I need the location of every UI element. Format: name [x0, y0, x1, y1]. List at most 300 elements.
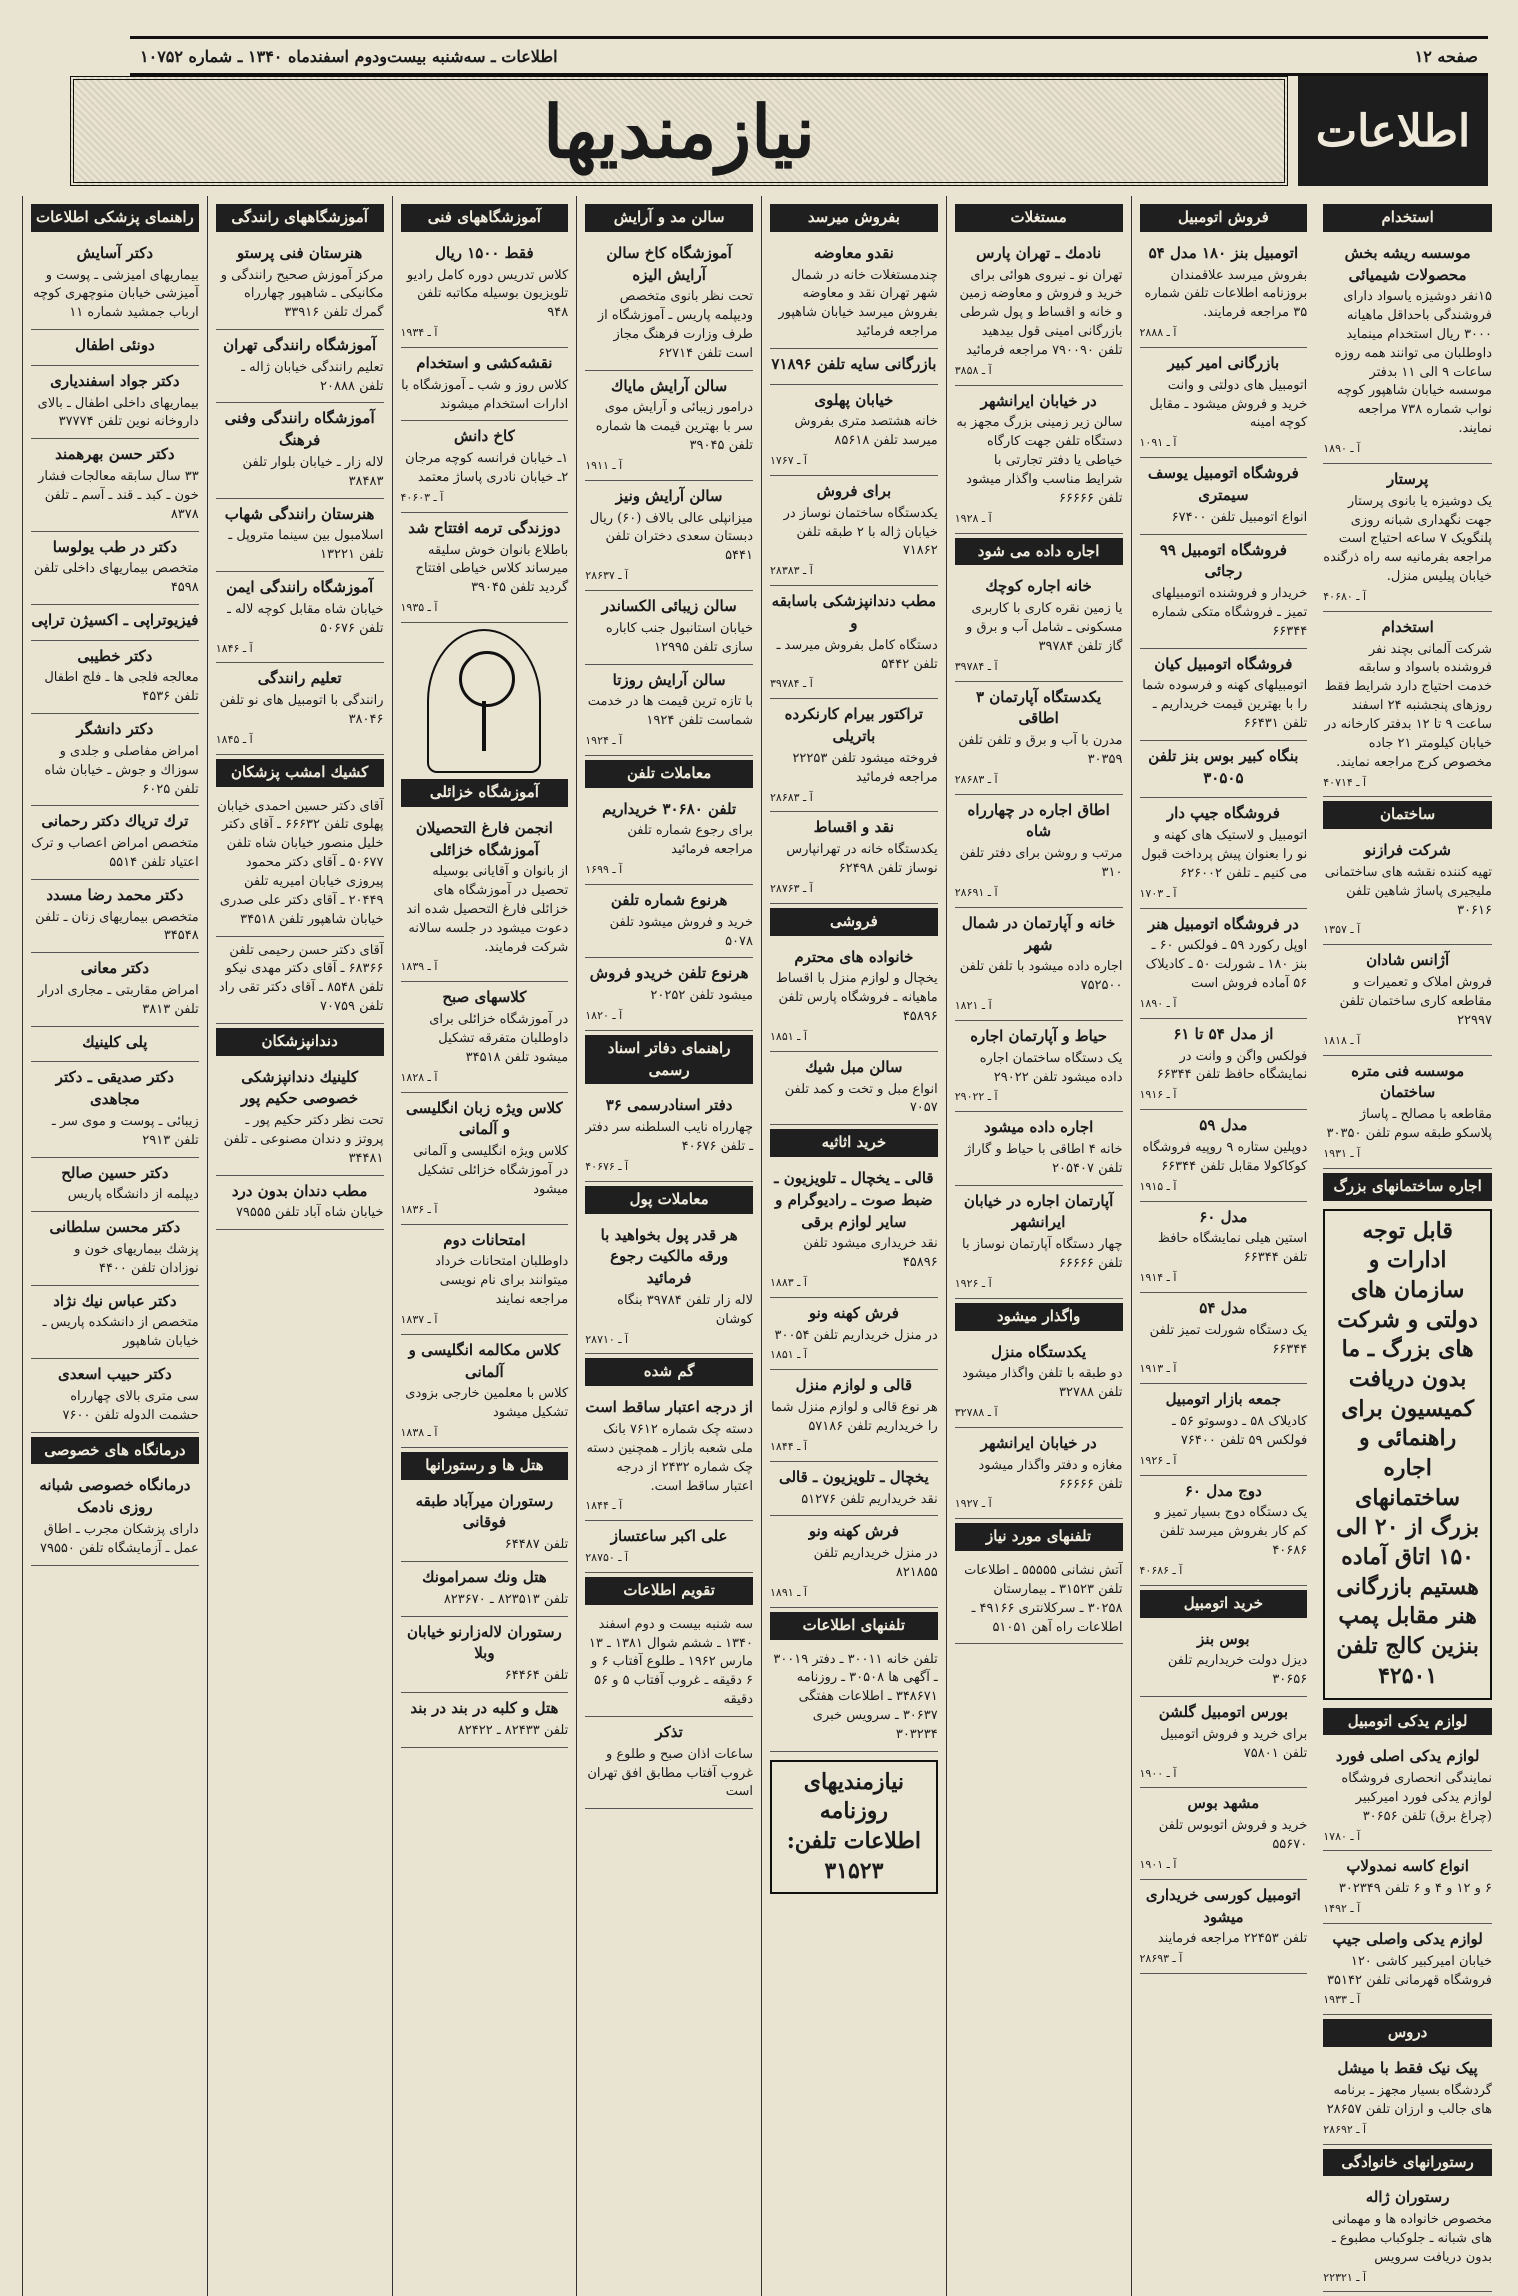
column-6 [392, 196, 577, 2296]
ad-body: رانندگی با اتومبیل های نو تلفن ۳۸۰۴۶ [219, 693, 384, 728]
ad-code: آ ـ ۳۲۷۸۸ [954, 1406, 998, 1420]
ad-body: کلاس با معلمین خارجی بزودی تشکیل میشود [405, 1386, 569, 1421]
classified-ad [401, 1093, 569, 1225]
classified-ad [216, 330, 384, 403]
section-header: واگذار میشود [955, 1303, 1123, 1331]
classified-ad [585, 1521, 753, 1573]
ad-body: تلفن ۸۲۳۵۱۳ ـ ۸۲۳۶۷۰ [443, 1591, 569, 1607]
ad-title: مدل ۵۹ [1199, 1116, 1248, 1135]
ad-body: با تازه ترین قیمت ها در خدمت شماست تلفن ۱۹۲۴ [587, 694, 753, 729]
ad-title: خیابان پهلوی [814, 390, 894, 409]
classified-ad [585, 1717, 753, 1809]
ad-title: تراکتور بیرام کارنکرده باتریلی [784, 705, 924, 746]
classified-ad [216, 793, 384, 937]
section-header: کشیك امشب پزشکان [216, 759, 384, 787]
classified-ad [31, 806, 199, 879]
ad-body: ۱ـ خیابان فرانسه کوچه مرجان ۲ـ خیابان نادری پاساژ معتمد [405, 451, 569, 485]
ad-code: آ ـ ۱۳۵۷ [1323, 923, 1361, 937]
section-header: هتل ها و رستورانها [401, 1452, 569, 1480]
ad-body: باطلاع بانوان خوش سلیقه میرساند کلاس خیاطی افتتاح گردید تلفن ۳۹۰۴۵ [415, 542, 569, 596]
ad-title: دکتر معانی [80, 959, 150, 978]
ad-title: مطب دندانپزشکی باسابقه و [771, 592, 937, 632]
ad-code: آ ـ ۱۹۲۸ [954, 511, 992, 525]
ad-body: آتش نشانی ۵۵۵۵۵ ـ اطلاعات تلفن ۳۱۵۲۳ ـ بیمارستان ۳۰۲۵۸ ـ سرکلانتری ۴۹۱۶۶ ـ اطلاعات راه آهن ۵۱۰۵۱ [964, 1563, 1123, 1635]
ad-title: لوازم یدکی اصلی فورد [1335, 1747, 1480, 1766]
ad-body: خیابان امیرکبیر کاشی ۱۲۰ فروشگاه قهرمانی تلفن ۳۵۱۴۲ [1327, 1953, 1492, 1988]
ad-body: خرید و فروش اتوبوس تلفن ۵۵۶۷۰ [1158, 1818, 1308, 1853]
section-header: رستورانهای خانوادگی [1323, 2149, 1492, 2177]
ad-body: در منزل خریداریم تلفن ۳۰۰۵۴ [774, 1327, 938, 1343]
ad-body: استین هیلی نمایشگاه حافظ تلفن ۶۶۳۴۴ [1157, 1231, 1308, 1266]
ad-code: آ ـ ۱۸۲۱ [954, 998, 992, 1012]
ad-code: آ ـ ۱۸۳۷ [400, 1312, 438, 1326]
ad-body: آقای دکتر حسین احمدی خیابان پهلوی تلفن ۶۶۶۳۲ ـ آقای دکتر خلیل منصور خیابان شاه تلفن ۵۰۶۷۷ ـ آقای دکتر محمود پیروزی خیابان امیریه تلفن ۲۰۴۴۹ ـ آقای دکتر علی صدری خیابان شاهپور تلفن ۳۴۵۱۸ [217, 798, 384, 927]
classified-ad [216, 572, 384, 663]
section-header: تقویم اطلاعات [585, 1577, 753, 1605]
ad-body: متخصص امراض اعصاب و ترک اعتیاد تلفن ۵۵۱۴ [31, 836, 199, 870]
classified-ad [31, 1286, 199, 1359]
classified-ad [1140, 649, 1308, 741]
ad-body: کلاس روز و شب ـ آموزشگاه با ادارات استخدام میشوند [401, 377, 569, 412]
classified-ad [585, 794, 753, 885]
ad-body: تهران نو ـ نیروی هوائی برای خرید و فروش و معاوضه زمین و خانه و اقساط و پول شرطی بازرگانی امینی قول بیدهید تلفن ۷۹۰۰۹۰ مراجعه فرمائید [959, 267, 1123, 358]
classified-ad [585, 1392, 753, 1521]
ad-code: آ ـ ۱۸۵۱ [770, 1348, 807, 1362]
ad-title: لوازم یدکی واصلی جیپ [1332, 1930, 1483, 1948]
ad-title: موسسه فنی متره ساختمان [1351, 1061, 1465, 1102]
ad-title: دکتر حسن بهرهمند [55, 445, 175, 464]
classified-ad [585, 1090, 753, 1181]
ad-body: فروخته میشود تلفن ۲۲۲۵۳ مراجعه فرمائید [792, 750, 938, 785]
section-header: فروشی [770, 908, 938, 936]
ad-code: آ ـ ۲۸۶۸۳ [954, 772, 998, 786]
ad-title: خانه و آپارتمان در شمال شهر [961, 913, 1116, 954]
ad-title: اطاق اجاره در چهارراه شاه [967, 800, 1110, 841]
ad-body: تلفن خانه ۳۰۰۱۱ ـ دفتر ۳۰۰۱۹ ـ آگهی ها ۳۰۵۰۸ ـ روزنامه ۳۴۸۶۷۱ ـ اطلاعات هفتگی ۳۰۶۳۷ ـ سرویس خبری ۳۰۳۲۳۴ [773, 1651, 938, 1742]
ad-code: آ ـ ۱۹۱۱ [585, 458, 623, 472]
classified-ad [1323, 464, 1492, 612]
ad-title: هتل و کلبه در بند در بند [410, 1698, 559, 1717]
ad-code: آ ـ ۴۰۶۷۶ [585, 1159, 629, 1173]
ad-title: دونئی اطفال [75, 336, 155, 355]
ad-code: آ ـ ۱۹۲۶ [954, 1276, 992, 1290]
ad-title: بوس بنز [1197, 1629, 1250, 1648]
ad-body: چهارراه نایب السلطنه سر دفتر ـ تلفن ۴۰۶۷۶ [585, 1120, 753, 1155]
ad-title: استخدام [1381, 617, 1434, 636]
column-4 [761, 196, 946, 2296]
ad-title: نقشه‌کشی و استخدام [416, 353, 553, 372]
section-header: ساختمان [1323, 801, 1492, 829]
ad-code: آ ـ ۱۸۹۰ [1323, 442, 1361, 455]
ad-code: آ ـ ۱۹۳۱ [1323, 1146, 1361, 1160]
ad-code: آ ـ ۳۹۷۸۴ [770, 677, 813, 691]
ad-code: آ ـ ۱۷۶۷ [770, 454, 807, 468]
classified-ad [31, 641, 199, 714]
ad-body: یک دستگاه شورلت تمیز تلفن ۶۶۳۴۴ [1149, 1322, 1308, 1357]
classified-ad [1140, 798, 1308, 908]
classified-ad [401, 348, 569, 421]
classified-ad [1140, 1476, 1308, 1586]
classified-ad [31, 439, 199, 531]
ad-code: آ ـ ۲۸۶۳۷ [585, 569, 629, 583]
ad-body: یکدستگاه خانه در تهرانپارس نوساز تلفن ۶۲۴۹۸ [786, 842, 938, 877]
ad-title: برای فروش [816, 482, 892, 500]
ad-code: آ ـ ۱۸۳۹ [400, 960, 438, 974]
ad-code: آ ـ ۱۴۹۲ [1323, 1902, 1361, 1916]
ad-body: نقد خریداریم تلفن ۵۱۲۷۶ [801, 1491, 938, 1507]
classified-ad [401, 1617, 569, 1693]
classified-ad [770, 1370, 938, 1461]
ad-title: پرستار [1386, 469, 1429, 488]
classified-ad [1140, 238, 1308, 348]
ad-body: اجاره داده میشود با تلفن تلفن ۷۵۲۵۰۰ [959, 959, 1123, 994]
ad-body: تلفن ۶۴۴۶۴ [504, 1668, 569, 1684]
classified-ad [585, 1611, 753, 1717]
ad-title: اجاره داده میشود [983, 1118, 1094, 1137]
ad-body: متخصص بیماریهای زنان ـ تلفن ۳۴۵۴۸ [35, 909, 199, 944]
section-header: آموزشگاه خزائلی [401, 779, 569, 807]
classified-ad [1140, 1624, 1308, 1697]
ad-code: آ ـ ۲۹۰۲۲ [954, 1090, 998, 1104]
ad-body: خانه هشتصد متری بفروش میرسد تلفن ۸۵۶۱۸ [794, 414, 938, 449]
ad-body: خیابان شاه آباد تلفن ۷۹۵۵۵ [235, 1205, 384, 1221]
ad-code: آ ـ ۱۹۰۱ [1139, 1857, 1177, 1871]
classified-ad [770, 1646, 938, 1752]
ad-title: جمعه بازار اتومبیل [1165, 1390, 1282, 1409]
ad-body: کلاس ویژه انگلیسی و آلمانی در آموزشگاه خزائلی تشکیل میشود [413, 1144, 569, 1197]
section-header: دندانپزشکان [216, 1028, 384, 1056]
ad-title: فیزیوتراپی ـ اکسیژن تراپی [31, 610, 199, 629]
ad-code: آ ـ ۱۹۱۵ [1139, 1179, 1177, 1193]
ad-body: چهار دستگاه آپارتمان نوساز با تلفن ۶۶۶۶۶ [961, 1237, 1123, 1272]
ad-title: مدل ۵۴ [1199, 1298, 1248, 1317]
classified-ad [1140, 1202, 1308, 1293]
ad-code: آ ـ ۲۸۷۶۳ [770, 881, 813, 895]
classified-ad [585, 1220, 753, 1355]
classified-ad [401, 1693, 569, 1748]
ad-title: در خیابان ایرانشهر [980, 1433, 1097, 1452]
ad-body: تحت نظر دکتر حکیم پور ـ پروتز و دندان مصنوعی ـ تلفن ۳۴۴۸۱ [223, 1113, 384, 1166]
ad-body: تلفن ۶۴۴۸۷ [504, 1537, 569, 1553]
ad-body: چندمستغلات خانه در شمال شهر تهران نقد و معاوضه بفروش میرسد خیابان شاهپور مراجعه فرمائید [778, 267, 938, 340]
ad-body: انواع اتومبیل تلفن ۶۷۴۰۰ [1171, 509, 1308, 525]
ad-body: درامور زیبائی و آرایش موی سر با بهترین قیمت ها شماره تلفن ۳۹۰۴۵ [595, 400, 753, 454]
masthead [70, 76, 1488, 186]
ad-title: دکتر در طب یولوسا [52, 537, 177, 556]
classified-ad [31, 714, 199, 806]
ad-title: نادمك ـ تهران پارس [976, 243, 1102, 262]
ad-title: یخچال ـ تلویزیون ـ قالی [778, 1467, 929, 1486]
ad-body: تلفن ۸۲۴۳۳ ـ ۸۲۴۲۲ [457, 1722, 569, 1738]
classified-ad [770, 1516, 938, 1607]
ad-title: امتحانات دوم [443, 1230, 526, 1249]
ad-title: اتومبیل بنز ۱۸۰ مدل ۵۴ [1148, 243, 1299, 262]
ad-title: دکتر حسین صالح [61, 1163, 169, 1182]
ad-title: پیک نیک فقط با میشل [1337, 2059, 1478, 2078]
ad-title: خانواده های محترم [794, 947, 914, 966]
classified-ad [31, 880, 199, 953]
classified-ad [1140, 1697, 1308, 1788]
classified-ad [955, 795, 1123, 908]
ad-code: آ ـ ۲۸۶۹۱ [954, 885, 998, 899]
classified-ad [770, 942, 938, 1052]
classified-ad [31, 238, 199, 330]
page-number: صفحه ۱۲ [1414, 46, 1478, 66]
classified-ad [1323, 835, 1492, 945]
classified-ad [770, 812, 938, 903]
display-ad: نیازمندیهای روزنامه اطلاعات تلفن: ۳۱۵۲۳ [770, 1760, 938, 1895]
classified-ad [770, 349, 938, 385]
classified-ad [955, 1337, 1123, 1428]
classified-ad [1140, 741, 1308, 799]
classified-ad [1323, 1056, 1492, 1169]
classified-ad [955, 1428, 1123, 1519]
ad-code: آ ـ ۱۸۲۰ [585, 1009, 623, 1023]
classified-ad [401, 1225, 569, 1335]
ad-code: آ ـ ۱۹۱۳ [1139, 1362, 1177, 1376]
classified-ad [1140, 1788, 1308, 1879]
ad-code: آ ـ ۱۸۴۵ [215, 732, 253, 746]
ad-code: آ ـ ۲۲۳۲۱ [1323, 2270, 1367, 2284]
ad-code: آ ـ ۱۹۲۶ [1139, 1453, 1177, 1467]
ad-title: پلی کلینیك [82, 1032, 148, 1051]
classified-ad [585, 591, 753, 664]
ad-title: تذکر [655, 1722, 683, 1741]
masthead-title: نیازمندیها [70, 76, 1288, 186]
ad-code: آ ـ ۱۸۴۴ [770, 1439, 807, 1453]
ad-title: دکتر جواد اسفندیاری [50, 371, 180, 390]
classified-ad [955, 1112, 1123, 1185]
ad-title: سالن آرایش روزتا [612, 670, 726, 689]
classified-ad [401, 238, 569, 348]
classified-ad [31, 953, 199, 1026]
ad-body: سالن زیر زمینی بزرگ مجهز به دستگاه تلفن جهت کارگاه خیاطی یا دفتر تجارتی با شرایط مناسب واگذار میشود تلفن ۶۶۶۶۶ [956, 415, 1123, 506]
issue-line: اطلاعات ـ سه‌شنبه بیست‌ودوم اسفندماه ۱۳۴۰ ـ شماره ۱۰۷۵۲ [140, 46, 558, 66]
ad-code: آ ـ ۲۸۸۸ [1139, 326, 1177, 340]
ad-title: انجمن فارغ التحصیلان آموزشگاه خزائلی [415, 818, 553, 859]
section-header: اجاره ساختمانهای بزرگ [1323, 1173, 1492, 1201]
ad-title: حیاط و آپارتمان اجاره [970, 1026, 1108, 1045]
ad-body: میزانپلی عالی بالاف (۶۰) ریال دبستان سعدی دختران تلفن ۵۴۴۱ [589, 510, 753, 564]
ad-body: لاله زار ـ خیابان بلوار تلفن ۳۸۴۸۳ [242, 454, 384, 489]
section-header: راهنمای پزشکی اطلاعات [31, 204, 199, 232]
ad-body: فروش املاک و تعمیرات و مقاطعه کاری ساختمان تلفن ۲۲۹۹۷ [1339, 975, 1492, 1028]
ad-title: مدل ۶۰ [1199, 1207, 1248, 1226]
ad-body: یک دستگاه دوج بسیار تمیز و کم کار بفروش میرسد تلفن ۴۰۶۸۶ [1154, 1505, 1308, 1559]
section-header: تلفنهای مورد نیاز [955, 1523, 1123, 1551]
ad-body: برای خرید و فروش اتومبیل تلفن ۷۵۸۰۱ [1160, 1726, 1308, 1761]
ad-code: آ ـ ۱۷۰۳ [1139, 886, 1177, 900]
classified-ad [955, 682, 1123, 795]
classified-ad [31, 1027, 199, 1063]
ad-title: یکدستگاه منزل [991, 1342, 1087, 1361]
ad-body: خیابان شاه مقابل کوچه لاله ـ تلفن ۵۰۶۷۶ [227, 601, 384, 636]
classified-ad [401, 513, 569, 623]
ad-code: آ ـ ۱۹۳۵ [400, 601, 438, 615]
ad-body: بفروش میرسد علاقمندان بروزنامه اطلاعات تلفن شماره ۳۵ مراجعه فرمایند. [1144, 267, 1308, 321]
ad-title: قالی و لوازم منزل [795, 1376, 913, 1395]
classified-ad [401, 982, 569, 1092]
classified-ad [1140, 1880, 1308, 1974]
ad-body: انواع مبل و تخت و کمد تلفن ۷۰۵۷ [784, 1081, 938, 1116]
ad-body: دیزل دولت خریداریم تلفن ۳۰۶۵۶ [1167, 1653, 1308, 1688]
ad-code: آ ـ ۱۸۳۶ [400, 1202, 438, 1216]
ad-body: معالجه فلجی ها ـ فلج اطفال تلفن ۴۵۳۶ [44, 670, 199, 705]
masthead-brand: اطلاعات [1298, 76, 1488, 186]
classified-ad [1323, 1741, 1492, 1851]
classified-ad [1323, 1924, 1492, 2015]
classified-ad [1140, 1384, 1308, 1475]
ad-title: آموزشگاه رانندگی ایمن [226, 578, 374, 597]
ad-code: آ ـ ۴۰۶۰۳ [400, 490, 444, 504]
column-3 [946, 196, 1131, 2296]
ad-title: هرنوع تلفن خریدو فروش [589, 964, 749, 983]
ad-code: آ ـ ۱۶۹۹ [585, 863, 623, 877]
ad-body: شرکت آلمانی بچند نفر فروشنده باسواد و سابقه خدمت احتیاج دارد شرایط فقط روزهای پنجشنبه ۲۴ اسفند ساعت ۹ تا ۱۲ بدفتر کارخانه در خیابان کیلومتر ۲۱ جاده مخصوص کرج مراجعه نمایند. [1324, 641, 1492, 770]
ad-body: امراض مفاصلی و جلدی و سوزاك و جوش ـ خیابان شاه تلفن ۶۰۲۵ [44, 743, 199, 797]
ad-body: لاله زار تلفن ۳۹۷۸۴ بنگاه کوشان [617, 1292, 753, 1327]
classified-ad [31, 1359, 199, 1432]
ad-body: دیپلمه از دانشگاه پاریس [67, 1187, 199, 1203]
ad-body: هر نوع قالی و لوازم منزل شما را خریداریم تلفن ۵۷۱۸۶ [771, 1400, 938, 1434]
ad-title: از درجه اعتبار ساقط است [585, 1398, 753, 1417]
ad-title: مطب دندان بدون درد [231, 1181, 368, 1200]
ad-body: یک دوشیزه یا بانوی پرستار جهت نگهداری شبانه روزی پلنگویک ۷ ساعه احتیاج است مراجعه بفرمانیه سه راه ذرگنده خیابان پیلیس منزل. [1323, 493, 1492, 585]
ad-title: فرش کهنه ونو [808, 1522, 899, 1541]
section-header: مستغلات [955, 204, 1123, 232]
classified-ad [1323, 1851, 1492, 1924]
section-header: بفروش میرسد [770, 204, 938, 232]
classified-ad [31, 366, 199, 439]
ad-code: آ ـ ۲۸۳۸۳ [770, 564, 813, 578]
classified-ad [1140, 1293, 1308, 1384]
classified-ad [216, 1176, 384, 1231]
ad-title: دوزندگی ترمه افتتاح شد [408, 518, 561, 537]
classified-ad [585, 665, 753, 756]
section-header: گم شده [585, 1358, 753, 1386]
ad-code: آ ـ ۱۹۳۳ [1323, 1993, 1361, 2007]
ad-code: آ ـ ۲۸۷۱۰ [585, 1332, 629, 1346]
ad-title: آپارتمان اجاره در خیابان ایرانشهر [963, 1191, 1114, 1232]
classified-ad [770, 586, 938, 699]
classified-ad [770, 1298, 938, 1371]
ad-title: درمانگاه خصوصی شبانه روزی نادمک [39, 1476, 191, 1517]
section-header: اجاره داده می شود [955, 538, 1123, 566]
ad-title: از مدل ۵۴ تا ۶۱ [1173, 1024, 1274, 1043]
section-header: درمانگاه های خصوصی [31, 1437, 199, 1465]
ad-code: آ ـ ۴۰۶۸۶ [1139, 1563, 1183, 1577]
ad-body: خریدار و فروشنده اتومبیلهای تمیز ـ فروشگاه متکی شماره ۶۶۳۴۴ [1151, 586, 1308, 639]
ad-body: آقای دکتر حسن رحیمی تلفن ۶۸۳۶۶ ـ آقای دکتر مهدی نیکو تلفن ۸۵۴۸ ـ آقای دکتر تقی راد تلفن ۷۰۷۵۹ [218, 942, 384, 1015]
ad-title: فقط ۱۵۰۰ ریال [435, 243, 534, 262]
ad-title: دکتر آسایش [76, 243, 154, 262]
ad-title: خانه اجاره کوچك [985, 577, 1092, 596]
ad-title: یکدستگاه آپارتمان ۳ اطاقی [976, 687, 1102, 728]
classified-ad [216, 238, 384, 330]
ad-body: سه شنبه بیست و دوم اسفند ۱۳۴۰ ـ ششم شوال ۱۳۸۱ ـ ۱۳ مارس ۱۹۶۲ ـ طلوع آفتاب ۶ و ۶ دقیقه ـ غروب آفتاب ۵ و ۵۶ دقیقه [588, 1616, 753, 1708]
section-header: راهنمای دفاتر اسناد رسمی [585, 1035, 753, 1085]
section-header: لوازم یدکی اتومبیل [1323, 1708, 1492, 1736]
ad-body: مرتب و روشن برای دفتر تلفن ۳۱۰ [959, 846, 1123, 880]
ad-title: هتل ونك سمرامونك [422, 1568, 547, 1587]
classified-columns [22, 196, 1500, 2284]
classified-ad [770, 238, 938, 349]
section-header: خرید اثاثیه [770, 1129, 938, 1157]
classified-ad [585, 958, 753, 1031]
classified-ad [1323, 612, 1492, 798]
ad-title: فرش کهنه ونو [808, 1303, 899, 1322]
ad-code: آ ـ ۱۹۳۴ [400, 326, 438, 340]
ad-title: هنرستان رانندگی شهاب [224, 504, 375, 523]
classified-ad [216, 663, 384, 754]
classified-ad [31, 1212, 199, 1285]
ad-title: اتومبیل کورسی خریداری میشود [1145, 1885, 1301, 1926]
ad-title: آژانس شادان [1366, 951, 1450, 970]
ad-title: تعلیم رانندگی [257, 669, 342, 688]
ad-code: آ ـ ۱۹۲۷ [954, 1497, 992, 1511]
ad-code: آ ـ ۳۹۷۸۴ [954, 659, 998, 673]
ad-body: خرید و فروش میشود تلفن ۵۰۷۸ [609, 914, 753, 949]
ad-title: سالن آرایش ونیز [615, 486, 723, 505]
classified-ad [955, 908, 1123, 1021]
ad-body: دسته چک شماره ۷۶۱۲ بانک ملی شعبه بازار ـ همچنین دسته چک شماره ۲۴۳۲ از درجه اعتبار ساقط است. [586, 1421, 753, 1494]
classified-ad [955, 571, 1123, 681]
ad-body: سی متری بالای چهارراه حشمت الدوله تلفن ۷۶۰۰ [62, 1388, 199, 1423]
section-header: سالن مد و آرایش [585, 204, 753, 232]
ad-body: دوپلین ستاره ۹ روپیه فروشگاه کوکاکولا مقابل تلفن ۶۶۳۴۴ [1142, 1139, 1308, 1174]
classified-ad [770, 1163, 938, 1298]
classified-ad [31, 1470, 199, 1565]
ad-body: دستگاه کامل بفروش میرسد ـ تلفن ۵۴۴۲ [776, 637, 938, 672]
ad-title: دفتر اسنادرسمی ۳۶ [605, 1096, 733, 1115]
ad-title: تلفن ۳۰۶۸۰ خریداریم [602, 799, 737, 818]
ad-title: کلینیك دندانپزشکی خصوصی حکیم پور [241, 1067, 359, 1108]
ad-body: دارای پزشکان مجرب ـ اطاق عمل ـ آزمایشگاه تلفن ۷۹۵۵۰ [39, 1521, 199, 1556]
ad-title: نقد و اقساط [813, 818, 895, 837]
ad-code: آ ـ ۱۹۰۰ [1139, 1766, 1177, 1780]
ad-body: مدرن با آب و برق و تلفن تلفن ۳۰۳۵۹ [958, 733, 1123, 767]
ad-title: دکتر محسن سلطانی [49, 1218, 181, 1237]
classified-ad [585, 371, 753, 481]
classified-ad [216, 1062, 384, 1176]
ad-code: آ ـ ۲۸۶۹۲ [1323, 2122, 1367, 2136]
column-1 [1315, 196, 1500, 2296]
classified-ad [1323, 2182, 1492, 2292]
ad-title: ترك تریاك دکتر رحمانی [41, 812, 189, 831]
ad-title: دکتر خطیبی [77, 646, 153, 665]
ad-body: داوطلبان امتحانات خرداد میتوانند برای نام نویسی مراجعه نمایند [435, 1254, 569, 1308]
column-7 [207, 196, 392, 2296]
ad-body: نمایندگی انحصاری فروشگاه لوازم یدکی فورد امیرکبیر (چراغ برق) تلفن ۳۰۶۵۶ [1341, 1771, 1492, 1824]
ad-body: دو طبقه با تلفن واگذار میشود تلفن ۳۲۷۸۸ [962, 1366, 1123, 1401]
ad-title: فروشگاه جیپ دار [1166, 804, 1280, 823]
ad-body: مغازه و دفتر واگذار میشود تلفن ۶۶۶۶۶ [978, 1457, 1123, 1492]
ad-title: دوج مدل ۶۰ [1184, 1481, 1262, 1500]
ad-body: کادیلاک ۵۸ ـ دوسوتو ۵۶ ـ فولکس ۵۹ تلفن ۷۶۴۰۰ [1172, 1414, 1308, 1448]
classified-ad [1140, 535, 1308, 649]
ad-body: یا زمین نقره کاری با کاربری مسکونی ـ شامل آب و برق و گاز تلفن ۳۹۷۸۴ [966, 601, 1123, 654]
section-header: خرید اتومبیل [1140, 1590, 1308, 1618]
ad-body: گردشگاه بسیار مجهز ـ برنامه های جالب و ارزان تلفن ۲۸۶۵۷ [1326, 2082, 1492, 2117]
ad-title: انواع کاسه نمدولاپ [1346, 1857, 1469, 1876]
ad-title: دکتر حبیب اسعدی [58, 1365, 172, 1384]
ad-code: آ ـ ۱۸۸۳ [770, 1275, 807, 1289]
ad-title: رستوران ژاله [1365, 2188, 1450, 2207]
ad-title: سالن زیبائی الکساندر [601, 597, 737, 616]
section-header: دروس [1323, 2019, 1492, 2047]
classified-ad [31, 1158, 199, 1213]
ad-title: کلاس ویژه زبان انگلیسی و آلمانی [406, 1098, 563, 1139]
